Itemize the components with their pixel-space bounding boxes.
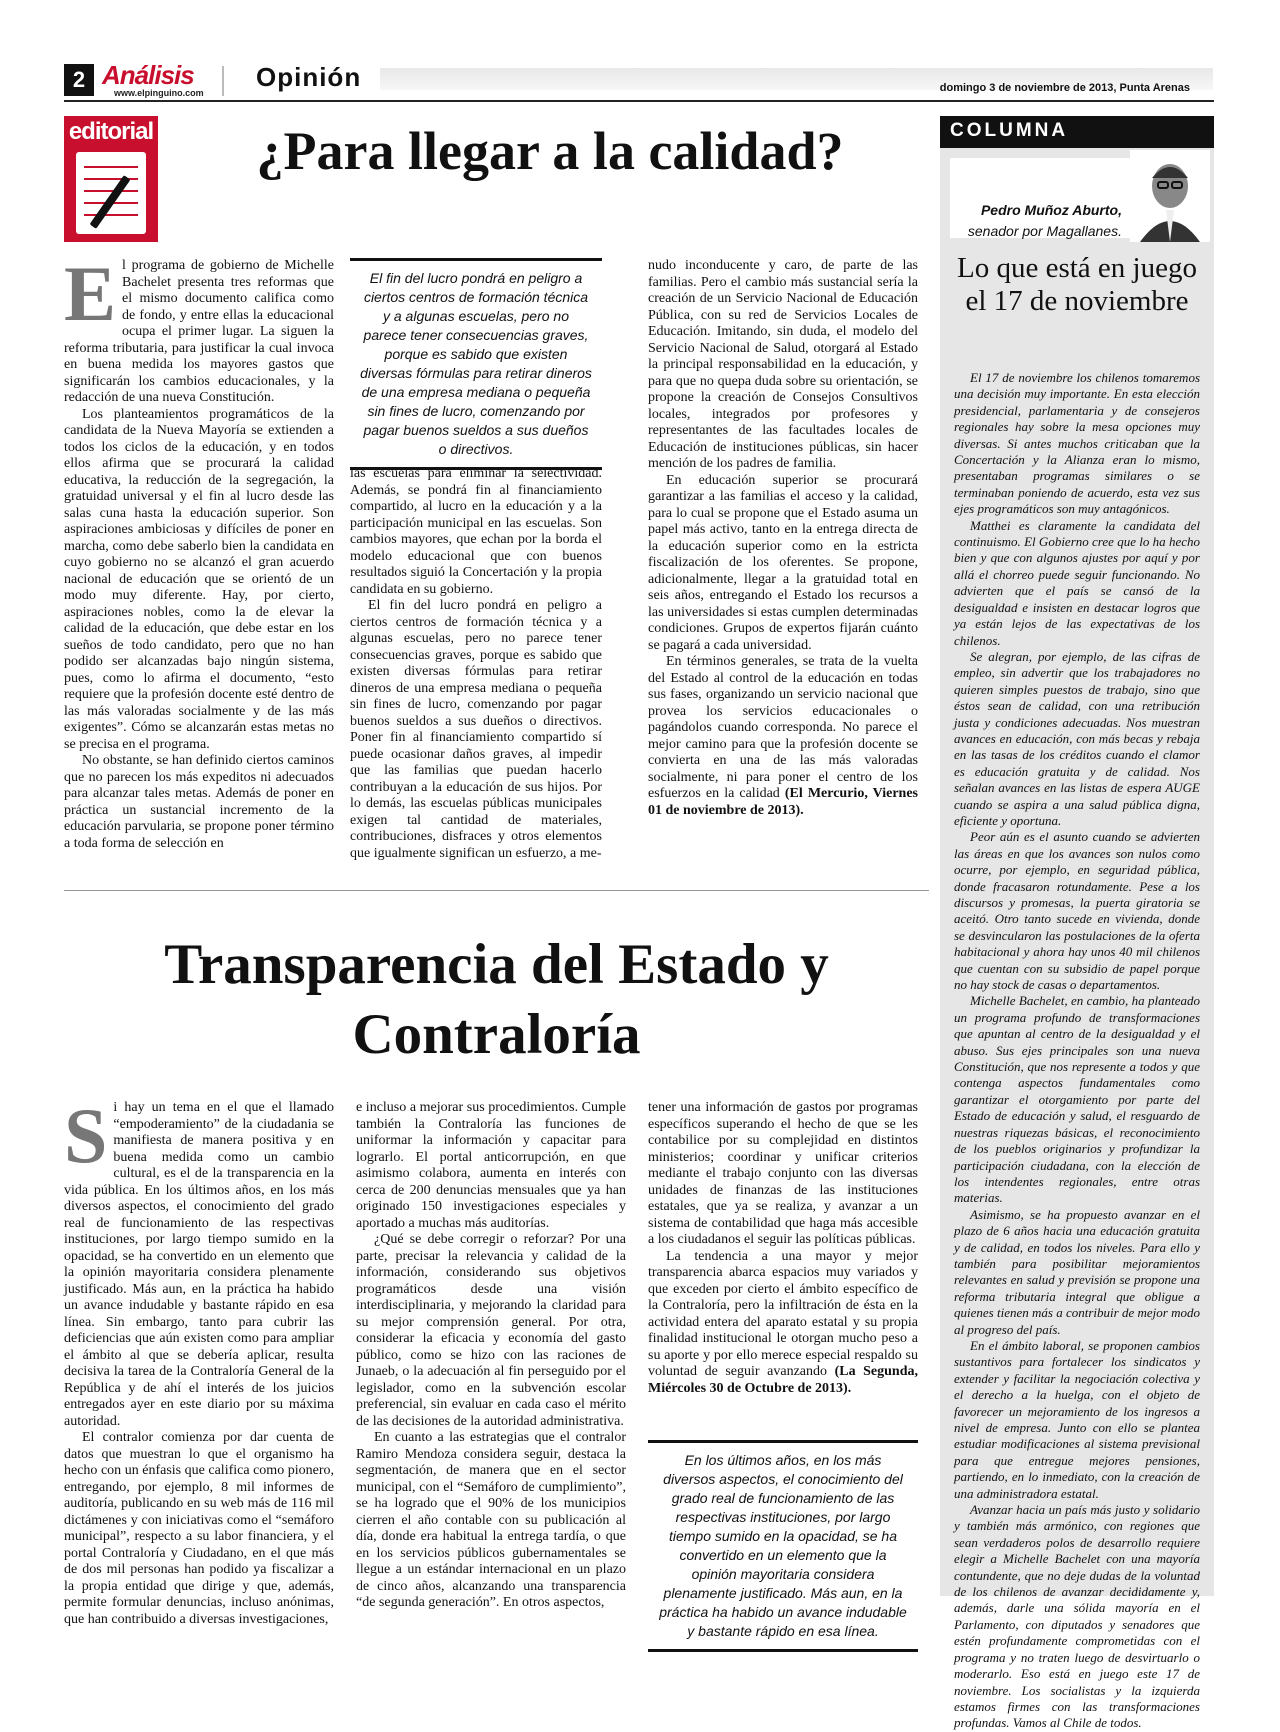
drop-cap: E: [64, 250, 117, 337]
source-citation: (La Segunda, Miércoles 30 de Octubre de 2013).: [648, 1364, 919, 1396]
column-body: [954, 370, 1200, 1732]
page-number: 2: [64, 64, 94, 96]
article-title: Transparencia del Estado y Contraloría: [164, 933, 829, 1066]
paragraph: Michelle Bachelet, en cambio, ha planteado un programa profundo de transformaciones que apuntan al centro de la desigualdad y el abuso. Sus ejes principales son una nueva Constitución, que nos represente a todos y que contenga aspectos fundamentales como garantizar el otorgamiento por parte del Estado de educación y salud, el resguardo de nuestras riquezas básicas, el reconocimiento de los pueblos originarios y profundizar la participación ciudadana, con la elección de los intendentes regionales, entre otras materias.: [954, 993, 1200, 1206]
author-role: senador por Magallanes.: [967, 223, 1122, 239]
paragraph: ¿Qué se debe corregir o reforzar? Por una parte, precisar la relevancia y calidad de la información, considerando sus objetivos programáticos desde una visión interdisciplinaria, y mejorando la claridad para su mejor comprensión general. Por otra, considerar la eficacia y economía del gasto público, como se hizo con las raciones de Junaeb, o la adecuación al fin perseguido por el legislador, como en la subvención escolar preferencial, sin evaluar en cada caso el mérito de las decisiones de la autoridad administrativa.: [356, 1232, 626, 1429]
paragraph: Los planteamientos programáticos de la candidata de la Nueva Mayoría se extienden a todos los ciclos de la educación, y en todos ellos afirma que se procurará la calidad educativa, la reducción de la segregación, la gratuidad universal y el fin al lucro desde las salas cuna hasta la educación superior. Son aspiraciones ambiciosas y difíciles de poner en marcha, como debe saberlo bien la candidata en cuyo gobierno no se alcanzó el gran acuerdo nacional de educación que se orientó de un modo muy diferente. Hay, por cierto, aspiraciones nobles, como la de elevar la calidad de la educación, que debe estar en los sueños de todo candidato, pero que no han podido ser alcanzadas bajo ningún sistema, pues, como lo afirma el documento, “esto requiere que la profesión docente esté dentro de las más valoradas socialmente y de las más exigentes”. Cómo se alcanzarán estas metas no se precisa en el programa.: [64, 406, 334, 752]
newspaper-logo: Análisis: [102, 60, 194, 90]
header-rule: [64, 100, 1214, 102]
editorial-pull-quote: El fin del lucro pondrá en peligro a ciertos centros de formación técnica y a algunas escuelas, pero no parece tener consecuencias graves, porque es sabido que existen diversas fórmulas para retirar dineros de una empresa mediana o pequeña sin fines de lucro, comenzando por pagar buenos sueldos a sus dueños o directivos.: [350, 258, 602, 470]
paragraph: nudo inconducente y caro, de parte de las familias. Pero el cambio más sustancial sería la creación de un Servicio Nacional de Educación Pública, con su red de Servicios Locales de Educación. Imitando, sin duda, el modelo del Servicio Nacional de Salud, otorgará al Estado la principal responsabilidad en la educación, y para que no quepa duda sobre su orientación, se propone la creación de Consejos Consultivos locales, integrados por profesores y representantes de las facultades locales de Educación de instituciones públicas, sin hacer mención de los padres de familia.: [648, 258, 918, 471]
paragraph: e incluso a mejorar sus procedimientos. Cumple también la Contraloría las funciones de uniformar la información y capacitar para lograrlo. El portal anticorrupción, en que asimismo colabora, aumenta en interés con cerca de 200 denuncias mensuales que ya han originado 150 investigaciones especiales y aportado a muchas más auditorías.: [356, 1100, 626, 1231]
editorial-badge-label: editorial: [68, 118, 154, 145]
header-divider: [222, 66, 224, 96]
column-label: COLUMNA: [940, 116, 1214, 148]
paragraph: i hay un tema en el que el llamado “empoderamiento” de la ciudadania se manifiesta de manera positiva y en buena medida como un cambio cultural, es el de la transparencia en la vida pública. En los últimos años, en los más diversos aspectos, el conocimiento del grado real de funcionamiento de las respectivas instituciones, por largo tiempo sumido en la opacidad, se ha convertido en un elemento que la opinión mayoritaria considera plenamente justificado. Más aun, en la práctica ha habido un avance indudable y bastante rápido en esa línea. Sin embargo, tanto para cubrir las deficiencias que aún existen como para ampliar el ámbito al que se debería aplicar, resulta decisiva la tarea de la Contraloría General de la República y de ahí el interés de los juicios entregados ayer en este diario por su máxima autoridad.: [64, 1100, 334, 1429]
notepad-pen-icon: [76, 152, 146, 234]
paragraph: Peor aún es el asunto cuando se advierten las áreas en que los avances son nulos como ocurre, por ejemplo, en seguridad pública, donde fracasaron rotundamente. Pese a los discursos y promesas, la puerta giratoria se aceitó. Otro tanto sucede en vivienda, donde se desvincularon las postulaciones de la oferta habitacional y ahora hay unos 40 mil chilenos que cuentan con su subsidio de papel porque no hay stock de casas o departamentos.: [954, 829, 1200, 993]
editorial-column-3: [648, 258, 918, 819]
drop-cap: S: [64, 1092, 108, 1179]
paragraph: En términos generales, se trata de la vuelta del Estado al control de la educación en todas sus fases, organizando un servicio nacional que provea los servicios educacionales o pagándolos cuando corresponda. No parece el mejor camino para que la profesión docente se convierta en una de las más valoradas socialmente, ni para poner el centro de los esfuerzos en la calidad: [648, 654, 918, 801]
paragraph: En educación superior se procurará garantizar a las familias el acceso y la calidad, para lo cual se propone que el Estado asuma un papel más activo, tanto en la entrega directa de la educación superior como en la estricta fiscalización de los oferentes. Se propone, adicionalmente, llegar a la gratuidad total en seis años, entregando el Estado los recursos a las universidades si estas cumplen determinadas condiciones. Grupos de expertos fijarán cuánto se pagará a cada universidad.: [648, 472, 918, 653]
paragraph: El contralor comienza por dar cuenta de datos que muestran lo que el organismo ha hecho con un énfasis que califica como pionero, entregando, por ejemplo, 8 mil informes de auditoría, publicando en su web más de 116 mil dictámenes y con iniciativas como el “semáforo municipal”, respecto a su labor financiera, y el portal Contraloría y Ciudadano, en el que más de dos mil personas han podido ya fiscalizar a la propia entidad que dirige y que, además, permite formular denuncias, incluso anónimas, que han contribuido a diversas investigaciones,: [64, 1430, 334, 1627]
paragraph: En cuanto a las estrategias que el contralor Ramiro Mendoza considera seguir, destaca la segmentación, de manera que en el sector municipal, con el “Semáforo de cumplimiento”, se ha logrado que el 90% de los municipios cierren el año contable con su publicación al día, donde era habitual la entrega tardía, o que en los servicios públicos gubernamentales se llegue a un estándar internacional en un plazo de cinco años, alcanzando una transparencia “de segunda generación”. En otros aspectos,: [356, 1430, 626, 1610]
logo-url: www.elpinguino.com: [114, 88, 204, 98]
article-column-1: [64, 1092, 334, 1628]
article-column-3: [648, 1100, 918, 1397]
article-column-2: [356, 1100, 626, 1612]
issue-date: domingo 3 de noviembre de 2013, Punta Arenas: [939, 82, 1190, 94]
editorial-title: ¿Para llegar a la calidad?: [256, 121, 844, 181]
paragraph: tener una información de gastos por programas específicos superando el hecho de que se les contabilice por su complejidad en distintos ministerios; coordinar y unificar criterios mediante el trabajo conjunto con las diversas unidades de finanzas de las instituciones estatales, que ya se realiza, y avanzar a un sistema de contabilidad que haga más accesible a los ciudadanos el seguir las políticas públicas.: [648, 1100, 918, 1247]
column-title: Lo que está en juego el 17 de noviembre: [957, 252, 1197, 317]
paragraph: Asimismo, se ha propuesto avanzar en el plazo de 6 años hacia una educación gratuita y de calidad, en todos los niveles. Para ello y también para posibilitar mejoramientos relevantes en salud y previsión se propone una reforma tributaria integral que obligue a quienes tienen más a contribuir de mejor modo al progreso del país.: [954, 1206, 1200, 1337]
paragraph: Se alegran, por ejemplo, de las cifras de empleo, sin advertir que los trabajadores no quieren simples puestos de trabajo, sino que éstos sean de calidad, con una retribución justa y condiciones adecuadas. Nos muestran avances en educación, con más becas y rebaja en las tasas de los créditos cuando el clamor es educación gratuita y de calidad. Nos señalan avances en las listas de espera AUGE cuando se aspira a una salud pública digna, eficiente y oportuna.: [954, 648, 1200, 828]
editorial-badge: [64, 116, 158, 242]
paragraph: l programa de gobierno de Michelle Bachelet presenta tres reformas que el mismo documento califica como de fondo, y entre ellas la educacional ocupa el primer lugar. La siguen la reforma tributaria, para justificar la cual invoca en buena medida los mayores gastos que significarán los cambios educacionales, y la redacción de una nueva Constitución.: [64, 258, 334, 405]
section-title: Opinión: [256, 62, 362, 92]
paragraph: Avanzar hacia un país más justo y solidario y también más armónico, con regiones que sean verdaderos polos de desarrollo requiere elegir a Michelle Bachelet con una mayoría contundente, que no deje dudas de la voluntad de los chilenos de avanzar decididamente y, además, darle una sólida mayoría en el Parlamento, con diputados y senadores que estén profundamente comprometidas con el programa y no traten luego de desvirtuarlo o moderarlo. Eso está en juego este 17 de noviembre. Los socialistas y la izquierda estamos firmes con las transformaciones profundas. Vamos al Chile de todos.: [954, 1502, 1200, 1731]
article-pull-quote: En los últimos años, en los más diversos aspectos, el conocimiento del grado real de funcionamiento de las respectivas instituciones, por largo tiempo sumido en la opacidad, se ha convertido en un elemento que la opinión mayoritaria considera plenamente justificado. Más aun, en la práctica ha habido un avance indudable y bastante rápido en esa línea.: [648, 1440, 918, 1652]
editorial-column-1: [64, 250, 334, 852]
author-byline: [952, 200, 1122, 242]
paragraph: En el ámbito laboral, se proponen cambios sustantivos para fortalecer los sindicatos y extender y facilitar la negociación colectiva y el derecho a la huelga, con el objeto de favorecer un mejoramiento de los ingresos a nivel de empresa. Junto con ello se plantea estudiar modificaciones al sistema previsional para que entregue mejores pensiones, partiendo, en lo inmediato, con la creación de una administradora estatal.: [954, 1337, 1200, 1501]
editorial-column-2: [350, 466, 602, 862]
paragraph: las escuelas para eliminar la selectividad. Además, se pondrá fin al financiamiento compartido, al lucro en la educación y a la participación municipal en las escuelas. Son cambios mayores, que echan por la borda el modelo educacional que con buenos resultados siguió la Concertación y la propia candidata en su gobierno.: [350, 466, 602, 597]
author-name: Pedro Muñoz Aburto,: [980, 202, 1122, 218]
paragraph: El fin del lucro pondrá en peligro a ciertos centros de formación técnica y a algunas escuelas, pero no parece tener consecuencias graves, porque es sabido que existen diversas fórmulas para retirar dineros de una empresa mediana o pequeña sin fines de lucro, comenzando por pagar buenos sueldos a sus dueños o directivos. Poner fin al financiamiento compartido sí puede ocasionar daños graves, al impedir que las familias que puedan hacerlo contribuyan a la educación de sus hijos. Por lo demás, las escuelas públicas municipales exigen tal cantidad de materiales, contribuciones, disfraces y otros elementos que igualmente significan un esfuerzo, a me-: [350, 598, 602, 861]
author-portrait: [1130, 150, 1210, 242]
paragraph: El 17 de noviembre los chilenos tomaremos una decisión muy importante. En esta elección presidencial, parlamentaria y de consejeros regionales hay sobre la mesa opciones muy diversas. Si antes muchos criticaban que la Concertación y la Alianza eran lo mismo, presentaban programas similares o se terminaban poniendo de acuerdo, esta vez sus ejes programáticos son muy antagónicos.: [954, 370, 1200, 517]
section-divider: [64, 890, 929, 891]
source-citation: (El Mercurio, Viernes 01 de noviembre de 2013).: [648, 786, 918, 818]
paragraph: La tendencia a una mayor y mejor transparencia abarca espacios muy variados y que exceden por cierto el ámbito específico de la Contraloría, pero la infiltración de ésta en la actividad entera del aparato estatal y su propia finalidad institucional le otorgan mucho peso a su aporte y por ello merece especial respaldo su voluntad de seguir avanzando: [648, 1248, 918, 1379]
paragraph: Matthei es claramente la candidata del continuismo. El Gobierno cree que lo ha hecho bien y que con algunos ajustes por aquí y por allá el chorreo puede seguir funcionando. No advierten que el país se cansó de la desigualdad e insisten en destacar logros que ya están lejos de las expectativas de los chilenos.: [954, 517, 1200, 648]
paragraph: No obstante, se han definido ciertos caminos que no parecen los más expeditos ni adecuados para alcanzar tales metas. Además de poner en práctica un sustancial incremento de la educación parvularia, se propone poner término a toda forma de selección en: [64, 753, 334, 851]
